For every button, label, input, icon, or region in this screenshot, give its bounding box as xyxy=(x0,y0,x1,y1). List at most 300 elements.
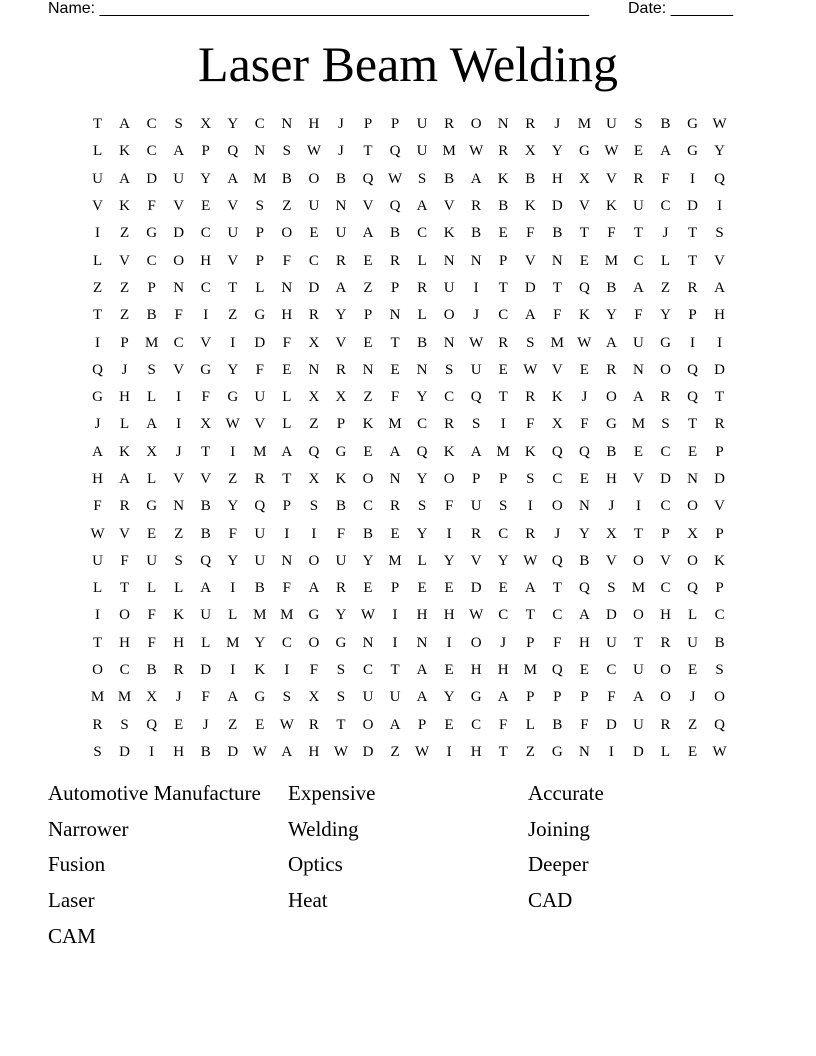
grid-letter[interactable]: B xyxy=(254,580,265,597)
grid-letter[interactable]: P xyxy=(417,716,427,733)
grid-letter[interactable]: F xyxy=(174,307,183,324)
grid-letter[interactable]: V xyxy=(470,552,482,569)
grid-letter[interactable]: V xyxy=(551,361,563,378)
grid-letter[interactable]: A xyxy=(200,580,212,597)
grid-letter[interactable]: V xyxy=(714,252,726,269)
grid-letter[interactable]: S xyxy=(634,116,643,133)
grid-letter[interactable]: L xyxy=(147,580,157,597)
grid-letter[interactable]: A xyxy=(389,716,401,733)
grid-letter[interactable]: R xyxy=(335,361,346,378)
grid-letter[interactable]: R xyxy=(308,307,319,324)
grid-letter[interactable]: C xyxy=(308,252,319,269)
grid-letter[interactable]: R xyxy=(173,662,184,679)
grid-letter[interactable]: Q xyxy=(687,389,698,406)
grid-letter[interactable]: D xyxy=(660,471,671,487)
grid-letter[interactable]: F xyxy=(120,552,129,569)
grid-letter[interactable]: X xyxy=(308,689,320,706)
grid-letter[interactable]: B xyxy=(579,552,590,569)
grid-letter[interactable]: Z xyxy=(119,225,130,242)
grid-letter[interactable]: F xyxy=(147,607,156,624)
grid-letter[interactable]: J xyxy=(500,634,507,651)
grid-letter[interactable]: A xyxy=(416,662,428,679)
grid-letter[interactable]: V xyxy=(335,334,347,351)
grid-letter[interactable]: X xyxy=(605,525,617,542)
grid-letter[interactable]: Z xyxy=(228,471,238,487)
grid-letter[interactable]: P xyxy=(553,689,562,706)
grid-letter[interactable]: G xyxy=(551,743,563,760)
grid-letter[interactable]: G xyxy=(335,634,347,651)
grid-letter[interactable]: H xyxy=(443,607,455,624)
grid-letter[interactable]: L xyxy=(92,252,103,269)
grid-letter[interactable]: A xyxy=(281,443,293,460)
grid-letter[interactable]: F xyxy=(282,334,292,351)
grid-letter[interactable]: M xyxy=(496,443,510,460)
grid-letter[interactable]: C xyxy=(498,525,509,542)
grid-letter[interactable]: S xyxy=(147,361,156,378)
grid-letter[interactable]: C xyxy=(362,498,373,515)
grid-letter[interactable]: E xyxy=(417,580,427,597)
grid-letter[interactable]: T xyxy=(687,225,698,242)
grid-letter[interactable]: Y xyxy=(497,552,509,569)
grid-letter[interactable]: S xyxy=(661,416,670,433)
grid-letter[interactable]: Z xyxy=(525,743,535,760)
grid-letter[interactable]: O xyxy=(470,634,482,651)
grid-letter[interactable]: Z xyxy=(174,525,184,542)
grid-letter[interactable]: A xyxy=(660,143,671,160)
grid-letter[interactable]: A xyxy=(119,116,130,133)
grid-letter[interactable]: Q xyxy=(254,498,266,515)
grid-letter[interactable]: G xyxy=(308,607,320,624)
grid-letter[interactable]: P xyxy=(147,279,156,296)
grid-letter[interactable]: Y xyxy=(254,634,266,651)
grid-letter[interactable]: Q xyxy=(714,170,726,187)
grid-letter[interactable]: A xyxy=(146,416,158,433)
grid-letter[interactable]: Q xyxy=(389,198,401,215)
grid-letter[interactable]: C xyxy=(281,634,292,651)
grid-letter[interactable]: W xyxy=(712,116,727,133)
grid-letter[interactable]: P xyxy=(201,143,210,160)
grid-letter[interactable]: M xyxy=(523,662,537,679)
grid-letter[interactable]: H xyxy=(308,116,320,133)
grid-letter[interactable]: C xyxy=(200,279,211,296)
grid-letter[interactable]: T xyxy=(201,443,211,460)
grid-letter[interactable]: Y xyxy=(443,689,455,706)
grid-letter[interactable]: R xyxy=(498,143,509,160)
grid-letter[interactable]: C xyxy=(552,607,563,624)
grid-letter[interactable]: S xyxy=(472,416,481,433)
grid-letter[interactable]: S xyxy=(174,116,183,133)
grid-letter[interactable]: A xyxy=(92,443,103,460)
grid-letter[interactable]: A xyxy=(633,689,644,706)
grid-letter[interactable]: K xyxy=(443,443,455,460)
grid-letter[interactable]: I xyxy=(149,743,155,760)
grid-letter[interactable]: T xyxy=(525,607,535,624)
grid-letter[interactable]: N xyxy=(362,361,374,378)
grid-letter[interactable]: M xyxy=(226,634,240,651)
grid-letter[interactable]: E xyxy=(498,361,508,378)
grid-letter[interactable]: C xyxy=(417,225,428,242)
grid-letter[interactable]: I xyxy=(176,416,182,433)
grid-letter[interactable]: D xyxy=(200,662,212,679)
grid-letter[interactable]: F xyxy=(255,361,264,378)
grid-letter[interactable]: F xyxy=(282,252,292,269)
grid-letter[interactable]: F xyxy=(390,389,400,406)
grid-letter[interactable]: W xyxy=(279,716,294,733)
grid-letter[interactable]: H xyxy=(470,662,482,679)
grid-letter[interactable]: K xyxy=(524,443,536,460)
grid-letter[interactable]: O xyxy=(660,361,671,378)
grid-letter[interactable]: O xyxy=(362,471,374,487)
grid-letter[interactable]: G xyxy=(92,389,103,406)
grid-letter[interactable]: Y xyxy=(416,525,428,542)
grid-letter[interactable]: K xyxy=(497,170,509,187)
grid-letter[interactable]: S xyxy=(282,143,292,160)
grid-letter[interactable]: P xyxy=(255,225,264,242)
grid-letter[interactable]: Y xyxy=(335,307,347,324)
grid-letter[interactable]: B xyxy=(335,498,346,515)
grid-letter[interactable]: R xyxy=(471,198,482,215)
grid-letter[interactable]: I xyxy=(635,498,641,515)
grid-letter[interactable]: C xyxy=(200,225,211,242)
grid-letter[interactable]: R xyxy=(254,471,265,487)
grid-letter[interactable]: J xyxy=(608,498,615,515)
grid-letter[interactable]: J xyxy=(689,689,696,706)
grid-letter[interactable]: A xyxy=(633,279,644,296)
grid-letter[interactable]: O xyxy=(687,552,698,569)
grid-letter[interactable]: K xyxy=(119,198,130,215)
grid-letter[interactable]: N xyxy=(281,279,293,296)
grid-letter[interactable]: C xyxy=(254,116,265,133)
grid-letter[interactable]: B xyxy=(444,170,455,187)
grid-letter[interactable]: D xyxy=(470,580,482,597)
grid-letter[interactable]: K xyxy=(335,471,347,487)
grid-letter[interactable]: R xyxy=(471,525,482,542)
grid-letter[interactable]: D xyxy=(524,279,536,296)
grid-letter[interactable]: N xyxy=(389,307,401,324)
grid-letter[interactable]: I xyxy=(311,525,317,542)
grid-letter[interactable]: O xyxy=(470,116,482,133)
grid-letter[interactable]: D xyxy=(714,471,726,487)
grid-letter[interactable]: R xyxy=(92,716,103,733)
grid-letter[interactable]: V xyxy=(200,334,212,351)
grid-letter[interactable]: P xyxy=(282,498,292,515)
grid-letter[interactable]: B xyxy=(200,525,211,542)
grid-letter[interactable]: L xyxy=(660,743,671,760)
grid-letter[interactable]: F xyxy=(553,634,562,651)
grid-letter[interactable]: I xyxy=(230,662,236,679)
grid-letter[interactable]: M xyxy=(388,416,402,433)
grid-letter[interactable]: S xyxy=(417,170,427,187)
grid-letter[interactable]: C xyxy=(119,662,130,679)
grid-letter[interactable]: C xyxy=(660,498,671,515)
grid-letter[interactable]: X xyxy=(578,170,590,187)
grid-letter[interactable]: E xyxy=(174,716,184,733)
grid-letter[interactable]: O xyxy=(605,389,617,406)
grid-letter[interactable]: L xyxy=(147,471,157,487)
grid-letter[interactable]: T xyxy=(552,279,562,296)
grid-letter[interactable]: T xyxy=(633,525,644,542)
grid-letter[interactable]: S xyxy=(715,225,724,242)
grid-letter[interactable]: J xyxy=(338,116,344,133)
grid-letter[interactable]: N xyxy=(389,471,401,487)
grid-letter[interactable]: C xyxy=(633,252,644,269)
grid-letter[interactable]: D xyxy=(551,198,563,215)
grid-letter[interactable]: H xyxy=(119,389,130,406)
grid-letter[interactable]: P xyxy=(255,252,264,269)
grid-letter[interactable]: A xyxy=(497,689,509,706)
grid-letter[interactable]: B xyxy=(146,307,157,324)
grid-letter[interactable]: D xyxy=(605,607,617,624)
grid-letter[interactable]: F xyxy=(282,580,292,597)
grid-letter[interactable]: H xyxy=(281,307,293,324)
grid-letter[interactable]: J xyxy=(175,689,182,706)
grid-letter[interactable]: V xyxy=(605,552,617,569)
grid-letter[interactable]: J xyxy=(473,307,480,324)
grid-letter[interactable]: F xyxy=(526,225,535,242)
grid-letter[interactable]: A xyxy=(308,580,320,597)
grid-letter[interactable]: V xyxy=(254,416,266,433)
grid-letter[interactable]: E xyxy=(390,361,400,378)
grid-letter[interactable]: N xyxy=(335,198,347,215)
grid-letter[interactable]: O xyxy=(633,552,644,569)
grid-letter[interactable]: U xyxy=(605,634,617,651)
grid-letter[interactable]: C xyxy=(417,416,428,433)
grid-letter[interactable]: R xyxy=(390,498,401,515)
grid-letter[interactable]: Z xyxy=(228,307,238,324)
grid-letter[interactable]: W xyxy=(523,361,538,378)
grid-letter[interactable]: U xyxy=(146,552,158,569)
grid-letter[interactable]: I xyxy=(690,170,696,187)
grid-letter[interactable]: G xyxy=(660,334,671,351)
grid-letter[interactable]: M xyxy=(550,334,564,351)
grid-letter[interactable]: Z xyxy=(282,198,292,215)
grid-letter[interactable]: Q xyxy=(551,443,563,460)
grid-letter[interactable]: F xyxy=(526,416,535,433)
grid-letter[interactable]: M xyxy=(631,416,646,433)
grid-letter[interactable]: D xyxy=(687,198,698,215)
grid-letter[interactable]: L xyxy=(255,279,265,296)
grid-letter[interactable]: J xyxy=(121,361,128,378)
grid-letter[interactable]: P xyxy=(715,580,724,597)
grid-letter[interactable]: V xyxy=(443,198,455,215)
grid-letter[interactable]: C xyxy=(606,662,617,679)
grid-letter[interactable]: N xyxy=(281,116,293,133)
grid-letter[interactable]: X xyxy=(308,471,320,487)
grid-letter[interactable]: I xyxy=(473,279,479,296)
grid-letter[interactable]: M xyxy=(577,116,592,133)
grid-letter[interactable]: Z xyxy=(119,307,130,324)
grid-letter[interactable]: W xyxy=(252,743,267,760)
grid-letter[interactable]: T xyxy=(390,334,400,351)
grid-letter[interactable]: B xyxy=(281,170,292,187)
grid-letter[interactable]: E xyxy=(579,471,589,487)
grid-letter[interactable]: P xyxy=(499,471,508,487)
grid-letter[interactable]: Q xyxy=(578,443,590,460)
grid-letter[interactable]: C xyxy=(444,389,455,406)
grid-letter[interactable]: Y xyxy=(227,116,239,133)
grid-letter[interactable]: S xyxy=(526,471,535,487)
grid-letter[interactable]: Y xyxy=(200,170,212,187)
grid-letter[interactable]: B xyxy=(714,634,725,651)
grid-letter[interactable]: A xyxy=(335,279,347,296)
grid-letter[interactable]: U xyxy=(687,634,698,651)
grid-letter[interactable]: U xyxy=(416,116,428,133)
grid-letter[interactable]: L xyxy=(174,580,184,597)
grid-letter[interactable]: L xyxy=(92,143,103,160)
grid-letter[interactable]: A xyxy=(389,443,401,460)
grid-letter[interactable]: D xyxy=(119,743,130,760)
grid-letter[interactable]: L xyxy=(92,580,103,597)
grid-letter[interactable]: N xyxy=(173,498,185,515)
grid-letter[interactable]: H xyxy=(416,607,428,624)
grid-letter[interactable]: G xyxy=(687,116,698,133)
grid-letter[interactable]: U xyxy=(362,689,374,706)
grid-letter[interactable]: U xyxy=(254,389,266,406)
grid-letter[interactable]: G xyxy=(227,389,239,406)
grid-letter[interactable]: T xyxy=(336,716,346,733)
grid-letter[interactable]: C xyxy=(146,116,157,133)
grid-letter[interactable]: F xyxy=(580,716,589,733)
grid-letter[interactable]: P xyxy=(661,525,670,542)
grid-letter[interactable]: S xyxy=(255,198,264,215)
grid-letter[interactable]: Y xyxy=(335,607,347,624)
grid-letter[interactable]: I xyxy=(284,525,290,542)
grid-letter[interactable]: N xyxy=(633,361,644,378)
grid-letter[interactable]: B xyxy=(471,225,482,242)
grid-letter[interactable]: N xyxy=(254,143,266,160)
grid-letter[interactable]: Y xyxy=(362,552,374,569)
grid-letter[interactable]: K xyxy=(173,607,185,624)
grid-letter[interactable]: Q xyxy=(200,552,212,569)
grid-letter[interactable]: I xyxy=(95,334,101,351)
grid-letter[interactable]: U xyxy=(335,552,347,569)
grid-letter[interactable]: Q xyxy=(362,170,374,187)
grid-letter[interactable]: R xyxy=(660,389,671,406)
grid-letter[interactable]: W xyxy=(523,552,538,569)
grid-letter[interactable]: M xyxy=(253,170,267,187)
grid-letter[interactable]: P xyxy=(120,334,129,351)
grid-letter[interactable]: S xyxy=(336,689,346,706)
grid-letter[interactable]: Y xyxy=(714,143,726,160)
grid-letter[interactable]: R xyxy=(498,334,509,351)
grid-letter[interactable]: W xyxy=(90,525,105,542)
grid-letter[interactable]: M xyxy=(388,552,402,569)
grid-letter[interactable]: V xyxy=(227,252,239,269)
grid-letter[interactable]: N xyxy=(281,552,293,569)
grid-letter[interactable]: R xyxy=(606,361,617,378)
grid-letter[interactable]: J xyxy=(581,389,588,406)
grid-letter[interactable]: P xyxy=(390,580,400,597)
grid-letter[interactable]: E xyxy=(633,443,644,460)
grid-letter[interactable]: K xyxy=(119,143,130,160)
grid-letter[interactable]: O xyxy=(308,552,320,569)
grid-letter[interactable]: Q xyxy=(687,580,698,597)
grid-letter[interactable]: Q xyxy=(92,361,103,378)
grid-letter[interactable]: U xyxy=(92,170,103,187)
grid-letter[interactable]: N xyxy=(497,116,509,133)
grid-letter[interactable]: O xyxy=(173,252,185,269)
grid-letter[interactable]: L xyxy=(282,416,292,433)
grid-letter[interactable]: S xyxy=(526,334,535,351)
grid-letter[interactable]: C xyxy=(660,443,671,460)
grid-letter[interactable]: Z xyxy=(363,279,373,296)
grid-letter[interactable]: N xyxy=(416,634,428,651)
grid-letter[interactable]: E xyxy=(687,662,698,679)
grid-letter[interactable]: Y xyxy=(227,361,239,378)
grid-letter[interactable]: Y xyxy=(578,525,590,542)
grid-letter[interactable]: E xyxy=(147,525,157,542)
grid-letter[interactable]: G xyxy=(146,225,158,242)
grid-letter[interactable]: N xyxy=(687,471,698,487)
grid-letter[interactable]: R xyxy=(417,279,428,296)
grid-letter[interactable]: A xyxy=(605,334,617,351)
grid-letter[interactable]: A xyxy=(578,607,590,624)
grid-letter[interactable]: I xyxy=(176,389,182,406)
grid-letter[interactable]: O xyxy=(714,689,726,706)
grid-letter[interactable]: W xyxy=(604,143,619,160)
grid-letter[interactable]: I xyxy=(230,443,236,460)
grid-letter[interactable]: E xyxy=(201,198,211,215)
grid-letter[interactable]: J xyxy=(94,416,101,433)
grid-letter[interactable]: Y xyxy=(443,552,455,569)
grid-letter[interactable]: I xyxy=(690,334,696,351)
grid-letter[interactable]: D xyxy=(362,743,374,760)
grid-letter[interactable]: B xyxy=(362,525,373,542)
grid-letter[interactable]: L xyxy=(417,307,427,324)
grid-letter[interactable]: Z xyxy=(687,716,698,733)
grid-letter[interactable]: P xyxy=(363,116,373,133)
grid-letter[interactable]: S xyxy=(282,689,292,706)
grid-letter[interactable]: R xyxy=(633,170,644,187)
grid-letter[interactable]: G xyxy=(254,307,266,324)
grid-letter[interactable]: D xyxy=(633,743,644,760)
grid-letter[interactable]: A xyxy=(633,389,644,406)
grid-letter[interactable]: I xyxy=(284,662,290,679)
grid-letter[interactable]: D xyxy=(605,716,617,733)
grid-letter[interactable]: M xyxy=(253,443,267,460)
grid-letter[interactable]: B xyxy=(498,198,509,215)
grid-letter[interactable]: P xyxy=(526,689,535,706)
grid-letter[interactable]: R xyxy=(714,416,725,433)
grid-letter[interactable]: G xyxy=(578,143,590,160)
grid-letter[interactable]: F xyxy=(499,716,508,733)
grid-letter[interactable]: T xyxy=(282,471,292,487)
grid-letter[interactable]: W xyxy=(577,334,592,351)
grid-letter[interactable]: T xyxy=(498,743,508,760)
grid-letter[interactable]: O xyxy=(443,471,455,487)
grid-letter[interactable]: E xyxy=(363,334,373,351)
grid-letter[interactable]: R xyxy=(444,416,455,433)
grid-letter[interactable]: C xyxy=(714,607,725,624)
grid-letter[interactable]: O xyxy=(362,716,374,733)
grid-letter[interactable]: A xyxy=(119,170,130,187)
grid-letter[interactable]: J xyxy=(554,116,561,133)
grid-letter[interactable]: F xyxy=(444,498,454,515)
grid-letter[interactable]: F xyxy=(607,225,616,242)
grid-letter[interactable]: Q xyxy=(687,361,698,378)
grid-letter[interactable]: M xyxy=(253,607,267,624)
grid-letter[interactable]: B xyxy=(200,743,211,760)
grid-letter[interactable]: C xyxy=(660,580,671,597)
grid-letter[interactable]: X xyxy=(146,689,158,706)
grid-letter[interactable]: K xyxy=(578,307,590,324)
grid-letter[interactable]: F xyxy=(553,307,562,324)
grid-letter[interactable]: U xyxy=(335,225,347,242)
grid-letter[interactable]: O xyxy=(92,662,103,679)
grid-letter[interactable]: C xyxy=(471,716,482,733)
grid-letter[interactable]: F xyxy=(661,170,670,187)
grid-letter[interactable]: U xyxy=(605,116,617,133)
